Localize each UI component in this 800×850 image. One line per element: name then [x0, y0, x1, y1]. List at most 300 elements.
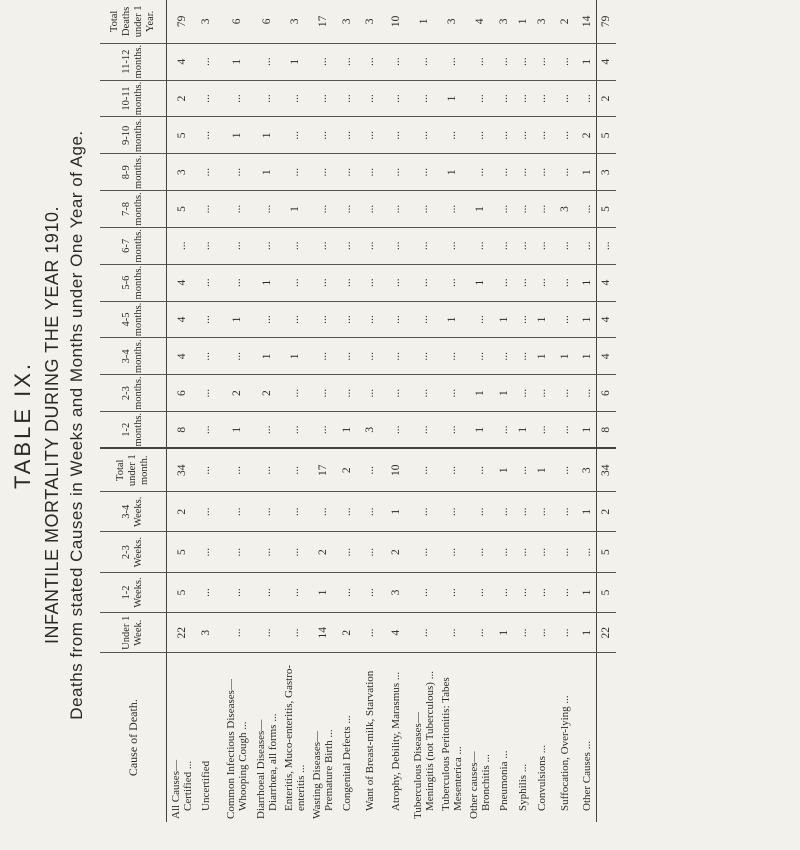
value-cell: 3: [536, 18, 548, 25]
value-cell: 1: [417, 18, 430, 25]
value-cell: ...: [383, 80, 409, 117]
value-cell: 6: [597, 375, 616, 412]
value-cell: ...: [495, 532, 514, 572]
value-cell: 1: [495, 448, 514, 491]
value-cell: ...: [252, 412, 282, 449]
value-cell: ...: [252, 492, 282, 532]
value-cell: ...: [357, 80, 383, 117]
value-cell: ...: [282, 301, 308, 338]
value-cell: ...: [357, 448, 383, 491]
value-cell: ...: [383, 412, 409, 449]
value-cell: 4: [597, 301, 616, 338]
value-cell: 3: [341, 18, 353, 25]
cause-label: Pneumonia ...: [498, 750, 510, 811]
cause-group-label: Diarrhoeal Diseases—: [254, 719, 267, 819]
value-cell: 1: [495, 301, 514, 338]
value-cell: ...: [552, 572, 578, 612]
value-cell: ...: [409, 227, 439, 264]
value-cell: 4: [167, 43, 197, 80]
cause-label: Convulsions ...: [536, 744, 548, 811]
value-cell: ...: [439, 613, 465, 653]
value-cell: ...: [282, 264, 308, 301]
value-cell: ...: [533, 117, 552, 154]
value-cell: 3: [578, 448, 597, 491]
value-cell: 1: [578, 412, 597, 449]
value-cell: ...: [514, 301, 533, 338]
table-row: [533, 0, 552, 822]
cause-label: Uncertified: [200, 760, 212, 811]
cause-cell: [383, 653, 409, 822]
value-cell: 34: [167, 448, 197, 491]
value-cell: ...: [439, 412, 465, 449]
value-cell: 1: [222, 43, 252, 80]
header-col-17: Total Deaths under 1 Year.: [100, 0, 167, 43]
value-cell: ...: [409, 448, 439, 491]
table-row: [439, 0, 465, 822]
value-cell: ...: [552, 154, 578, 191]
table-row: [514, 0, 533, 822]
value-cell: ...: [465, 532, 495, 572]
value-cell: 2: [578, 117, 597, 154]
value-cell: 3: [357, 412, 383, 449]
value-cell: ...: [495, 492, 514, 532]
value-cell: ...: [357, 301, 383, 338]
table-row: [252, 0, 282, 822]
cause-cell: [409, 653, 439, 822]
value-cell: ...: [308, 264, 338, 301]
value-cell: ...: [409, 154, 439, 191]
header-col-2: 1-2 Weeks.: [100, 572, 167, 612]
value-cell: ...: [533, 492, 552, 532]
value-cell: ...: [533, 43, 552, 80]
value-cell: 2: [167, 80, 197, 117]
value-cell: ...: [495, 154, 514, 191]
value-cell: ...: [222, 338, 252, 375]
value-cell: ...: [495, 412, 514, 449]
value-cell: ...: [383, 375, 409, 412]
value-cell: ...: [495, 117, 514, 154]
table-row: [197, 0, 216, 822]
value-cell: 8: [167, 412, 197, 449]
value-cell: ...: [308, 338, 338, 375]
cause-cell: [514, 653, 533, 822]
value-cell: ...: [578, 191, 597, 228]
value-cell: 6: [260, 18, 273, 25]
value-cell: ...: [578, 80, 597, 117]
cause-group-label: Other causes—: [467, 751, 480, 819]
cause-cell: [533, 653, 552, 822]
value-cell: ...: [409, 264, 439, 301]
value-cell: ...: [252, 532, 282, 572]
value-cell: ...: [533, 572, 552, 612]
value-cell: ...: [465, 43, 495, 80]
value-cell: 1: [465, 375, 495, 412]
value-cell: 5: [597, 572, 616, 612]
value-cell: ...: [282, 412, 308, 449]
cause-cell: [552, 653, 578, 822]
cause-cell: [465, 653, 495, 822]
cause-group-label: Common Infectious Diseases—: [224, 679, 237, 819]
value-cell: ...: [409, 301, 439, 338]
header-col-12: 7-8 months.: [100, 191, 167, 228]
value-cell: ...: [533, 191, 552, 228]
value-cell: ...: [439, 117, 465, 154]
value-cell: ...: [282, 80, 308, 117]
value-cell: ...: [495, 264, 514, 301]
value-cell: ...: [383, 117, 409, 154]
value-cell: ...: [465, 572, 495, 612]
cause-cell: [338, 653, 357, 822]
value-cell: ...: [439, 572, 465, 612]
value-cell: ...: [252, 448, 282, 491]
value-cell: ...: [338, 532, 357, 572]
value-cell: ...: [552, 117, 578, 154]
value-cell: ...: [597, 227, 616, 264]
value-cell: 5: [597, 532, 616, 572]
value-cell: 1: [308, 572, 338, 612]
value-cell: ...: [533, 264, 552, 301]
value-cell: 1: [252, 154, 282, 191]
cause-cell: [252, 653, 282, 822]
value-cell: 1: [439, 154, 465, 191]
table-title: TABLE IX.: [10, 360, 35, 490]
value-cell: 17: [308, 448, 338, 491]
value-cell: ...: [409, 412, 439, 449]
value-cell: ...: [197, 412, 216, 449]
value-cell: 2: [338, 448, 357, 491]
header-col-8: 3-4 months.: [100, 338, 167, 375]
value-cell: ...: [338, 492, 357, 532]
value-cell: ...: [197, 572, 216, 612]
value-cell: 1: [495, 375, 514, 412]
cause-label: Certified ...: [181, 760, 194, 811]
cause-cell: [578, 653, 597, 822]
value-cell: ...: [252, 227, 282, 264]
value-cell: ...: [578, 375, 597, 412]
value-cell: 2: [597, 80, 616, 117]
value-cell: 8: [597, 412, 616, 449]
value-cell: 1: [578, 572, 597, 612]
value-cell: ...: [578, 227, 597, 264]
value-cell: ...: [222, 154, 252, 191]
cause-label: Syphilis ...: [517, 763, 529, 811]
value-cell: 1: [533, 301, 552, 338]
header-cause: Cause of Death.: [100, 653, 167, 822]
cause-label: Bronchitis ...: [479, 754, 492, 811]
table-row: [465, 0, 495, 822]
value-cell: 10: [389, 15, 402, 28]
value-cell: 5: [597, 117, 616, 154]
value-cell: ...: [533, 375, 552, 412]
value-cell: ...: [282, 375, 308, 412]
value-cell: ...: [197, 448, 216, 491]
value-cell: 1: [578, 43, 597, 80]
value-cell: ...: [409, 80, 439, 117]
value-cell: ...: [383, 264, 409, 301]
value-cell: ...: [383, 301, 409, 338]
value-cell: ...: [552, 80, 578, 117]
value-cell: ...: [308, 492, 338, 532]
value-cell: ...: [439, 375, 465, 412]
value-cell: ...: [465, 227, 495, 264]
value-cell: ...: [222, 227, 252, 264]
value-cell: ...: [439, 191, 465, 228]
value-cell: ...: [465, 492, 495, 532]
value-cell: 22: [167, 613, 197, 653]
value-cell: 5: [597, 191, 616, 228]
value-cell: ...: [308, 375, 338, 412]
value-cell: 3: [197, 613, 216, 653]
value-cell: ...: [533, 227, 552, 264]
value-cell: ...: [308, 80, 338, 117]
value-cell: ...: [338, 301, 357, 338]
value-cell: ...: [252, 613, 282, 653]
value-cell: ...: [222, 80, 252, 117]
value-cell: 22: [597, 613, 616, 653]
value-cell: ...: [308, 154, 338, 191]
cause-label: Premature Birth ...: [322, 729, 335, 811]
value-cell: ...: [514, 80, 533, 117]
value-cell: 5: [167, 117, 197, 154]
value-cell: 2: [308, 532, 338, 572]
cause-label: Suffocation, Over-lying ...: [558, 695, 571, 811]
value-cell: 4: [597, 264, 616, 301]
value-cell: ...: [357, 43, 383, 80]
value-cell: ...: [465, 448, 495, 491]
value-cell: ...: [578, 532, 597, 572]
value-cell: ...: [357, 117, 383, 154]
value-cell: 2: [383, 532, 409, 572]
value-cell: ...: [222, 613, 252, 653]
value-cell: ...: [357, 613, 383, 653]
value-cell: ...: [167, 227, 197, 264]
cause-label: Whooping Cough ...: [236, 721, 249, 811]
header-col-7: 2-3 months.: [100, 375, 167, 412]
value-cell: 6: [230, 18, 243, 25]
value-cell: 1: [578, 264, 597, 301]
value-cell: 1: [439, 80, 465, 117]
header-col-15: 10-11 months.: [100, 80, 167, 117]
value-cell: ...: [222, 532, 252, 572]
value-cell: 79: [597, 0, 616, 43]
value-cell: ...: [514, 117, 533, 154]
value-cell: 3: [200, 18, 212, 25]
value-cell: ...: [338, 43, 357, 80]
value-cell: 4: [167, 264, 197, 301]
value-cell: ...: [197, 338, 216, 375]
value-cell: ...: [197, 80, 216, 117]
value-cell: ...: [514, 448, 533, 491]
value-cell: ...: [282, 154, 308, 191]
value-cell: ...: [409, 117, 439, 154]
value-cell: 1: [222, 412, 252, 449]
value-cell: 1: [282, 338, 308, 375]
value-cell: 1: [578, 613, 597, 653]
value-cell: 1: [465, 191, 495, 228]
value-cell: ...: [252, 43, 282, 80]
value-cell: 3: [167, 154, 197, 191]
value-cell: 1: [578, 338, 597, 375]
value-cell: ...: [383, 227, 409, 264]
value-cell: ...: [338, 117, 357, 154]
value-cell: ...: [495, 338, 514, 375]
value-cell: 1: [252, 264, 282, 301]
mortality-table: [100, 0, 616, 822]
value-cell: ...: [357, 264, 383, 301]
value-cell: 2: [167, 492, 197, 532]
value-cell: ...: [533, 532, 552, 572]
value-cell: ...: [197, 375, 216, 412]
table-row: [552, 0, 578, 822]
value-cell: ...: [338, 154, 357, 191]
value-cell: 1: [282, 191, 308, 228]
value-cell: 1: [533, 338, 552, 375]
cause-group-label: Wasting Diseases—: [310, 730, 323, 819]
value-cell: ...: [514, 154, 533, 191]
value-cell: ...: [514, 43, 533, 80]
value-cell: 3: [552, 191, 578, 228]
value-cell: ...: [383, 43, 409, 80]
cause-cell: [197, 653, 216, 822]
cause-cell: [308, 653, 338, 822]
value-cell: ...: [552, 301, 578, 338]
cause-group-label: All Causes—: [169, 760, 182, 819]
value-cell: ...: [495, 191, 514, 228]
value-cell: 1: [338, 412, 357, 449]
table-row: [409, 0, 439, 822]
value-cell: 2: [558, 18, 571, 25]
value-cell: 1: [252, 338, 282, 375]
value-cell: ...: [439, 227, 465, 264]
value-cell: ...: [282, 572, 308, 612]
value-cell: ...: [383, 154, 409, 191]
value-cell: ...: [222, 572, 252, 612]
value-cell: 6: [167, 375, 197, 412]
value-cell: ...: [465, 154, 495, 191]
cause-label: Congenital Defects ...: [341, 715, 353, 811]
cause-label: Diarrhœa, all forms ...: [266, 713, 279, 811]
table-row: [282, 0, 308, 822]
table-row: [338, 0, 357, 822]
cause-label: Other Causes ...: [580, 741, 593, 811]
value-cell: ...: [197, 43, 216, 80]
value-cell: ...: [252, 572, 282, 612]
value-cell: ...: [252, 80, 282, 117]
value-cell: 1: [222, 301, 252, 338]
value-cell: ...: [439, 448, 465, 491]
value-cell: ...: [439, 264, 465, 301]
value-cell: ...: [514, 572, 533, 612]
cause-label: Atrophy, Debility, Marasmus ...: [389, 671, 402, 811]
value-cell: 4: [383, 613, 409, 653]
value-cell: ...: [197, 117, 216, 154]
value-cell: ...: [552, 412, 578, 449]
value-cell: 2: [338, 613, 357, 653]
value-cell: 3: [445, 18, 458, 25]
cause-cell: [167, 653, 197, 822]
value-cell: 1: [533, 448, 552, 491]
value-cell: 1: [252, 117, 282, 154]
table-row: [578, 0, 597, 822]
value-cell: ...: [338, 227, 357, 264]
cause-label: Meningitis (not Tuberculous) ...: [423, 671, 436, 811]
value-cell: ...: [357, 532, 383, 572]
value-cell: ...: [282, 117, 308, 154]
value-cell: 1: [578, 492, 597, 532]
value-cell: 1: [514, 412, 533, 449]
value-cell: 1: [517, 18, 529, 25]
cause-cell: [282, 653, 308, 822]
cause-label: Want of Breast-milk, Starvation: [363, 670, 376, 811]
value-cell: ...: [552, 227, 578, 264]
value-cell: ...: [338, 338, 357, 375]
value-cell: ...: [495, 227, 514, 264]
value-cell: ...: [409, 191, 439, 228]
value-cell: ...: [552, 532, 578, 572]
value-cell: 1: [465, 264, 495, 301]
table-header-row: [100, 0, 167, 822]
table-subtitle-line2: Deaths from stated Causes in Weeks and Months under One Year of Age.: [67, 130, 86, 720]
value-cell: ...: [514, 532, 533, 572]
value-cell: 4: [597, 43, 616, 80]
value-cell: ...: [383, 338, 409, 375]
value-cell: ...: [465, 301, 495, 338]
value-cell: ...: [222, 492, 252, 532]
header-col-5: Total under 1 month.: [100, 448, 167, 491]
value-cell: 10: [383, 448, 409, 491]
value-cell: ...: [439, 532, 465, 572]
value-cell: ...: [338, 191, 357, 228]
header-col-1: Under 1 Week.: [100, 613, 167, 653]
value-cell: ...: [409, 492, 439, 532]
value-cell: 5: [167, 191, 197, 228]
header-col-14: 9-10 months.: [100, 117, 167, 154]
table-subtitle: [42, 30, 87, 820]
value-cell: 3: [498, 18, 510, 25]
cause-cell: [222, 653, 252, 822]
value-cell: 1: [383, 492, 409, 532]
value-cell: ...: [357, 338, 383, 375]
cause-cell: [439, 653, 465, 822]
header-col-6: 1-2 months.: [100, 412, 167, 449]
value-cell: 3: [363, 18, 376, 25]
value-cell: ...: [308, 301, 338, 338]
value-cell: ...: [308, 191, 338, 228]
cause-cell: [495, 653, 514, 822]
value-cell: 2: [222, 375, 252, 412]
value-cell: 5: [167, 572, 197, 612]
value-cell: ...: [409, 338, 439, 375]
value-cell: ...: [465, 80, 495, 117]
value-cell: 3: [288, 18, 301, 25]
value-cell: ...: [197, 227, 216, 264]
value-cell: 5: [167, 532, 197, 572]
header-col-10: 5-6 months.: [100, 264, 167, 301]
value-cell: 1: [222, 117, 252, 154]
value-cell: ...: [197, 492, 216, 532]
value-cell: ...: [338, 572, 357, 612]
value-cell: ...: [552, 492, 578, 532]
value-cell: 1: [282, 43, 308, 80]
value-cell: ...: [439, 43, 465, 80]
value-cell: 14: [308, 613, 338, 653]
value-cell: ...: [495, 43, 514, 80]
value-cell: ...: [552, 613, 578, 653]
value-cell: ...: [514, 264, 533, 301]
value-cell: ...: [552, 43, 578, 80]
value-cell: ...: [465, 117, 495, 154]
table-row: [222, 0, 252, 822]
